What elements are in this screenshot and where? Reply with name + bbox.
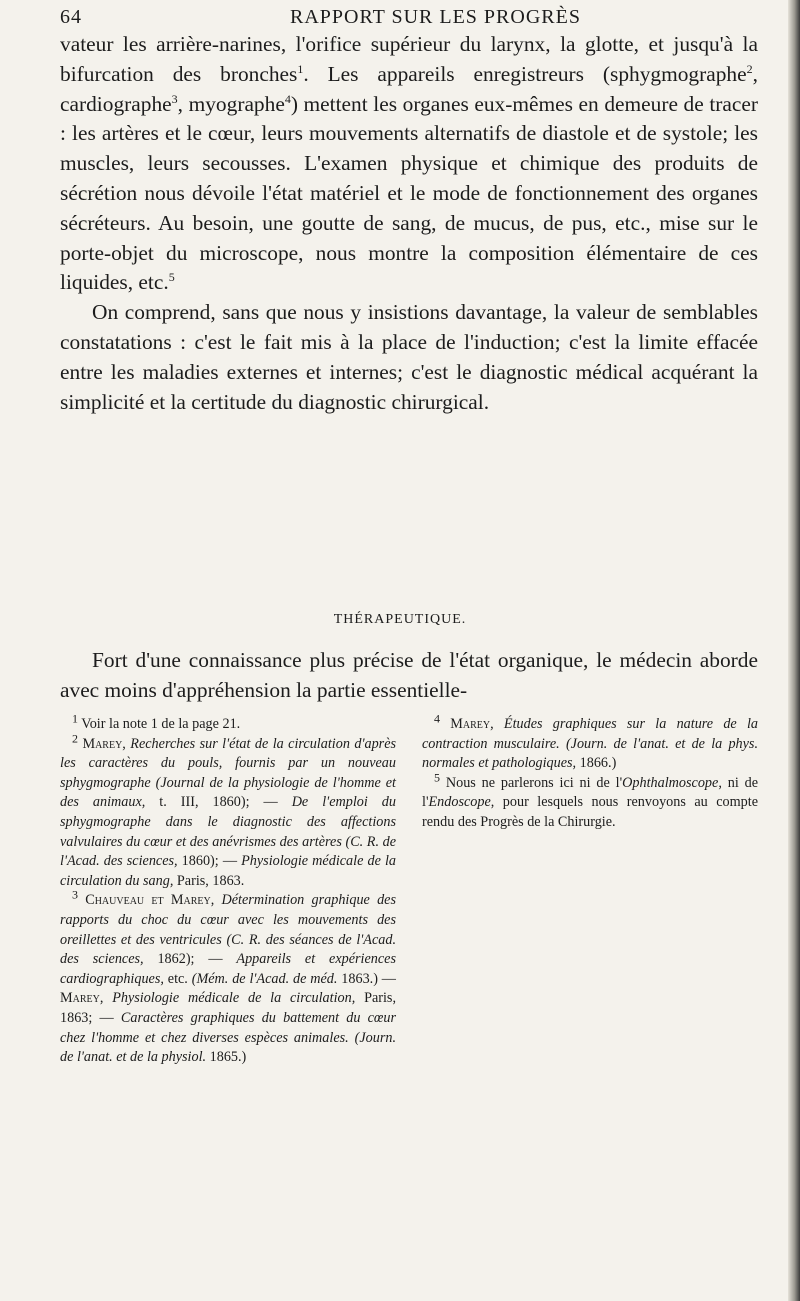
paragraph-2: On comprend, sans que nous y insistions davantage, la valeur de semblables constatations : c'est le fait mis à la place de l'induction; c'est la limite effacée entre les maladies externes et internes; c'est le diagnostic médical acquérant la simplicité et la certitude du diagnostic chirurgical.	[60, 300, 758, 414]
footnote-mark: 3	[171, 91, 178, 106]
paragraph-3: Fort d'une connaissance plus précise de l'état organique, le médecin aborde avec moins d'appréhension la partie essentielle-	[60, 648, 758, 702]
footnote-4: $^4$ Marey, Études graphiques sur la nature de la contraction musculaire. (Journ. de l'anat. et de la phys. normales et pathologiques, 1866.)	[422, 711, 759, 772]
running-head: RAPPORT SUR LES PROGRÈS	[290, 6, 581, 28]
section-heading: THÉRAPEUTIQUE.	[333, 612, 467, 627]
footnote-mark: 1	[297, 61, 304, 76]
footnote-mark: 2	[746, 61, 753, 76]
page-edge-shadow	[788, 0, 800, 1301]
footnote-2: $^2$ Marey, Recherches sur l'état de la circulation d'après les caractères du pouls, fournis par un nouveau sphygmographe (Journal de la physiologie de l'homme et des animaux, t. III, 1860); — De l'emploi du sphygmographe dans le diagnostic des affections valvulaires du cœur et des anévrismes des artères (C. R. de l'Acad. des sciences, 1860); — Physiologie médicale de la circulation du sang, Paris, 1863.	[60, 730, 397, 889]
footnotes-left-column	[60, 711, 397, 1068]
body-text-continued	[60, 646, 758, 706]
footnote-1: $^1$ Voir la note 1 de la page 21.	[72, 711, 241, 732]
footnote-mark: 4	[284, 91, 291, 106]
footnote-mark: 5	[168, 270, 175, 285]
paragraph-1: vateur les arrière-narines, l'orifice supérieur du larynx, la glotte, et jusqu'à la bifurcation des bronches$^1$. Les appareils enregistreurs (sphygmographe$^2$, cardiographe$^3$, myographe$^4$) mettent les organes eux-mêmes en demeure de tracer : les artères et le cœur, leurs mouvements alternatifs de diastole et de systole; les muscles, leurs secousses. L'examen physique et chimique des produits de sécrétion nous dévoile l'état matériel et le mode de fonctionnement des organes sécréteurs. Au besoin, une goutte de sang, de mucus, de pus, etc., mise sur le porte-objet du microscope, nous montre la composition élémentaire de ces liquides, etc.$^5$	[60, 32, 758, 295]
footnotes	[60, 711, 759, 1068]
page-number: 64	[60, 6, 82, 28]
footnotes-right-column	[422, 711, 759, 1068]
footnote-3: $^3$ Chauveau et Marey, Détermination graphique des rapports du choc du cœur avec les mouvements des oreillettes et des ventricules (C. R. des séances de l'Acad. des sciences, 1862); — Appareils et expériences cardiographiques, etc. (Mém. de l'Acad. de méd. 1863.) — Marey, Physiologie médicale de la circulation, Paris, 1863; — Caractères graphiques du battement du cœur chez l'homme et chez diverses espèces animales. (Journ. de l'anat. et de la physiol. 1865.)	[60, 887, 397, 1066]
footnote-5: $^5$ Nous ne parlerons ici ni de l'Ophthalmoscope, ni de l'Endoscope, pour lesquels nous renvoyons au compte rendu des Progrès de la Chirurgie.	[422, 770, 758, 830]
body-text	[60, 30, 758, 417]
